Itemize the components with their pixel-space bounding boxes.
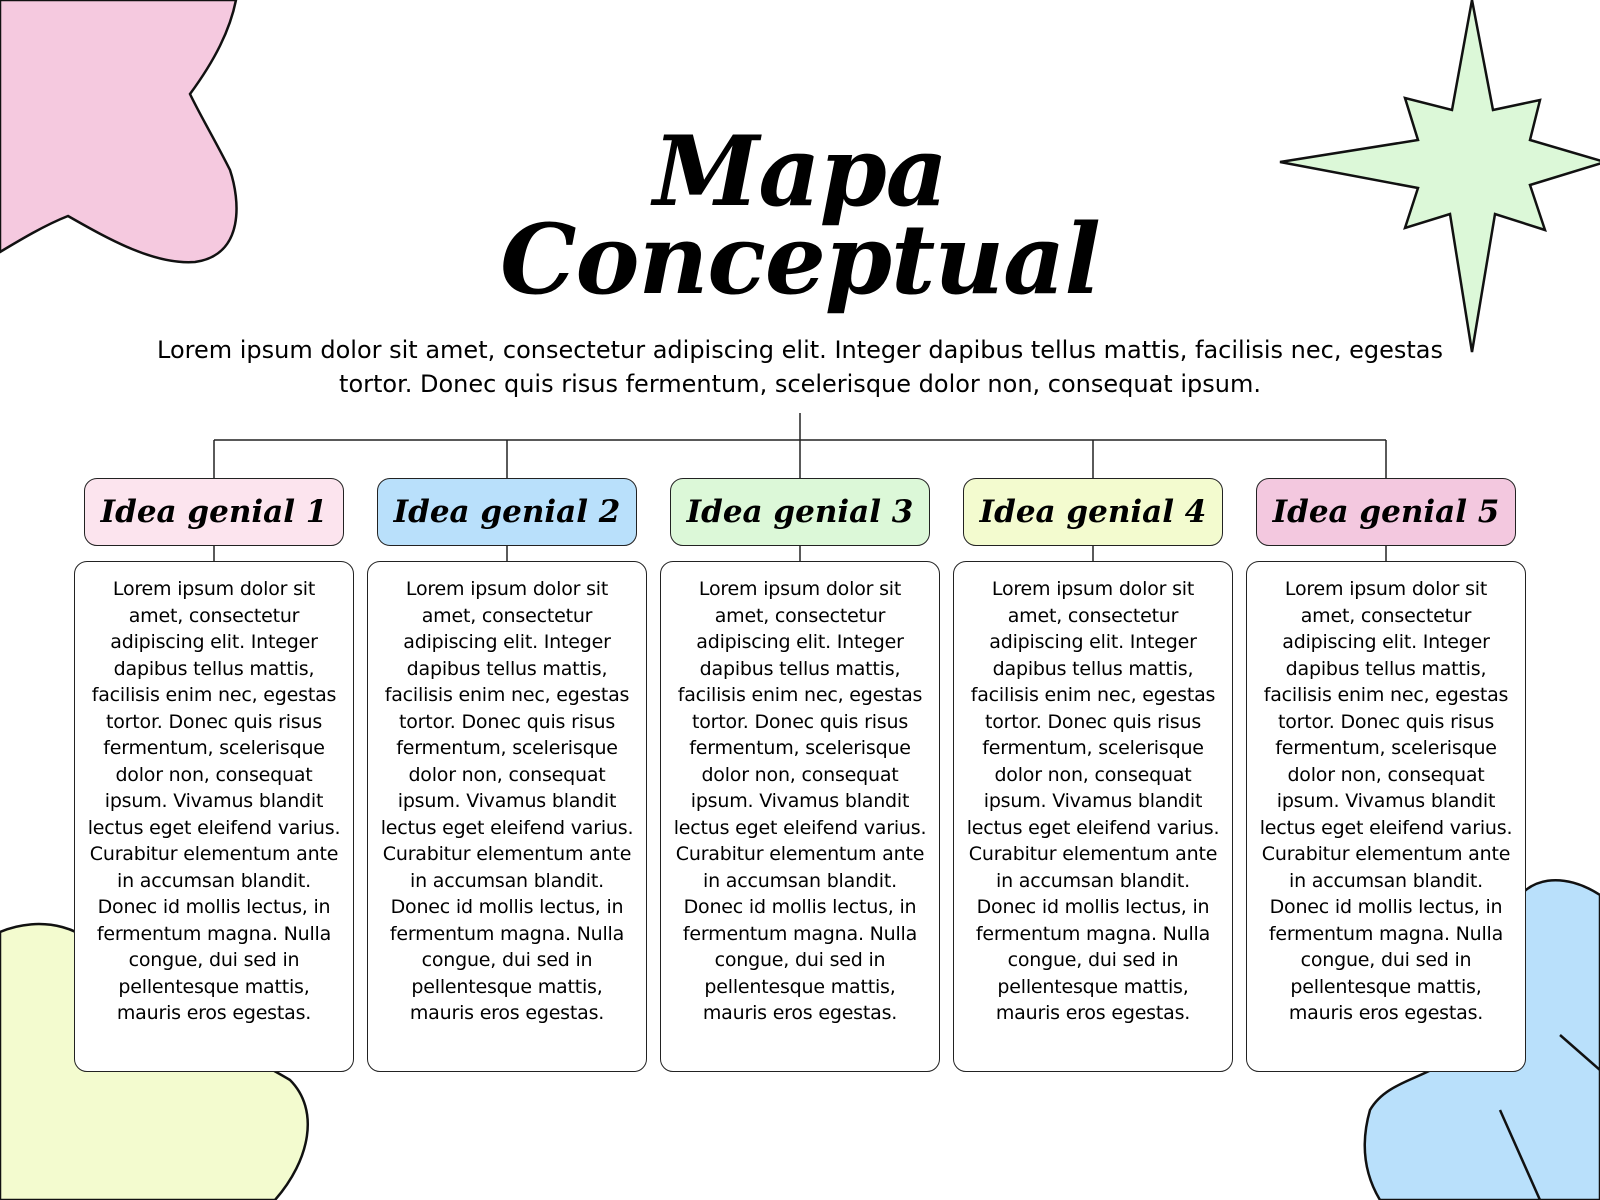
node-label-4: Idea genial 4: [963, 478, 1223, 546]
node-body-1: Lorem ipsum dolor sit amet, consectetur adipiscing elit. Integer dapibus tellus mattis, facilisis enim nec, egestas tortor. Donec quis risus fermentum, scelerisque dolor non, consequat ipsum. Vivamus blandit lectus eget eleifend varius. Curabitur elementum ante in accumsan blandit. Donec id mollis lectus, in fermentum magna. Nulla congue, dui sed in pellentesque mattis, mauris eros egestas.: [74, 561, 354, 1072]
page-title-line-2: Conceptual: [500, 203, 1100, 316]
node-label-3: Idea genial 3: [670, 478, 930, 546]
node-body-3: Lorem ipsum dolor sit amet, consectetur adipiscing elit. Integer dapibus tellus mattis, facilisis enim nec, egestas tortor. Donec quis risus fermentum, scelerisque dolor non, consequat ipsum. Vivamus blandit lectus eget eleifend varius. Curabitur elementum ante in accumsan blandit. Donec id mollis lectus, in fermentum magna. Nulla congue, dui sed in pellentesque mattis, mauris eros egestas.: [660, 561, 940, 1072]
page-subtitle: Lorem ipsum dolor sit amet, consectetur adipiscing elit. Integer dapibus tellus mattis, facilisis nec, egestas tortor. Donec quis risus fermentum, scelerisque dolor non, consequat ipsum.: [157, 336, 1443, 398]
node-body-2: Lorem ipsum dolor sit amet, consectetur adipiscing elit. Integer dapibus tellus mattis, facilisis enim nec, egestas tortor. Donec quis risus fermentum, scelerisque dolor non, consequat ipsum. Vivamus blandit lectus eget eleifend varius. Curabitur elementum ante in accumsan blandit. Donec id mollis lectus, in fermentum magna. Nulla congue, dui sed in pellentesque mattis, mauris eros egestas.: [367, 561, 647, 1072]
node-body-5: Lorem ipsum dolor sit amet, consectetur adipiscing elit. Integer dapibus tellus mattis, facilisis enim nec, egestas tortor. Donec quis risus fermentum, scelerisque dolor non, consequat ipsum. Vivamus blandit lectus eget eleifend varius. Curabitur elementum ante in accumsan blandit. Donec id mollis lectus, in fermentum magna. Nulla congue, dui sed in pellentesque mattis, mauris eros egestas.: [1246, 561, 1526, 1072]
node-body-4: Lorem ipsum dolor sit amet, consectetur adipiscing elit. Integer dapibus tellus mattis, facilisis enim nec, egestas tortor. Donec quis risus fermentum, scelerisque dolor non, consequat ipsum. Vivamus blandit lectus eget eleifend varius. Curabitur elementum ante in accumsan blandit. Donec id mollis lectus, in fermentum magna. Nulla congue, dui sed in pellentesque mattis, mauris eros egestas.: [953, 561, 1233, 1072]
page-title-line-1: Mapa: [653, 115, 947, 228]
node-label-2: Idea genial 2: [377, 478, 637, 546]
node-label-1: Idea genial 1: [84, 478, 344, 546]
node-label-5: Idea genial 5: [1256, 478, 1516, 546]
